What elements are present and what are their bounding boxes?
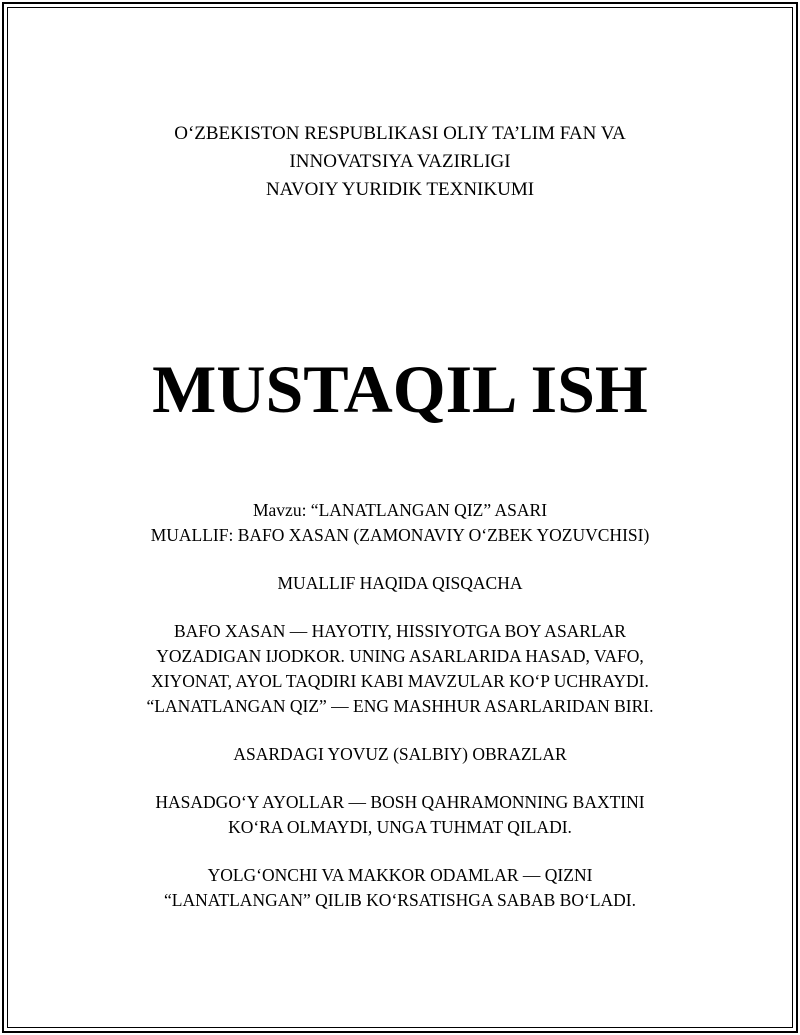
- header-line-ministry: O‘ZBEKISTON RESPUBLIKASI OLIY TA’LIM FAN VA: [174, 123, 626, 144]
- document-title: MUSTAQIL ISH: [152, 351, 648, 427]
- author-line: MUALLIF: BAFO XASAN (ZAMONAVIY O‘ZBEK YOZUVCHISI): [150, 525, 650, 545]
- villain-text-line: HASADGO‘Y AYOLLAR — BOSH QAHRAMONNING BAXTINI: [155, 792, 645, 812]
- about-text-line: XIYONAT, AYOL TAQDIRI KABI MAVZULAR KO‘P UCHRAYDI.: [151, 671, 649, 691]
- villain-text-line: YOLG‘ONCHI VA MAKKOR ODAMLAR — QIZNI: [207, 865, 593, 885]
- villains-heading: ASARDAGI YOVUZ (SALBIY) OBRAZLAR: [233, 744, 567, 764]
- header-line-college: NAVOIY YURIDIK TEXNIKUMI: [265, 179, 535, 200]
- topic-line: Mavzu: “LANATLANGAN QIZ” ASARI: [252, 500, 548, 520]
- institution-header: [0, 120, 800, 204]
- header-line-ministry-cont: INNOVATSIYA VAZIRLIGI: [289, 151, 511, 172]
- villain-text-line: KO‘RA OLMAYDI, UNGA TUHMAT QILADI.: [228, 817, 572, 837]
- about-text-line: YOZADIGAN IJODKOR. UNING ASARLARIDA HASAD, VAFO,: [156, 646, 644, 666]
- about-text-line: “LANATLANGAN QIZ” — ENG MASHHUR ASARLARIDAN BIRI.: [146, 696, 654, 716]
- about-text-line: BAFO XASAN — HAYOTIY, HISSIYOTGA BOY ASARLAR: [174, 621, 626, 641]
- about-heading: MUALLIF HAQIDA QISQACHA: [277, 573, 523, 593]
- document-body: [0, 498, 800, 913]
- villain-text-line: “LANATLANGAN” QILIB KO‘RSATISHGA SABAB BO‘LADI.: [164, 890, 636, 910]
